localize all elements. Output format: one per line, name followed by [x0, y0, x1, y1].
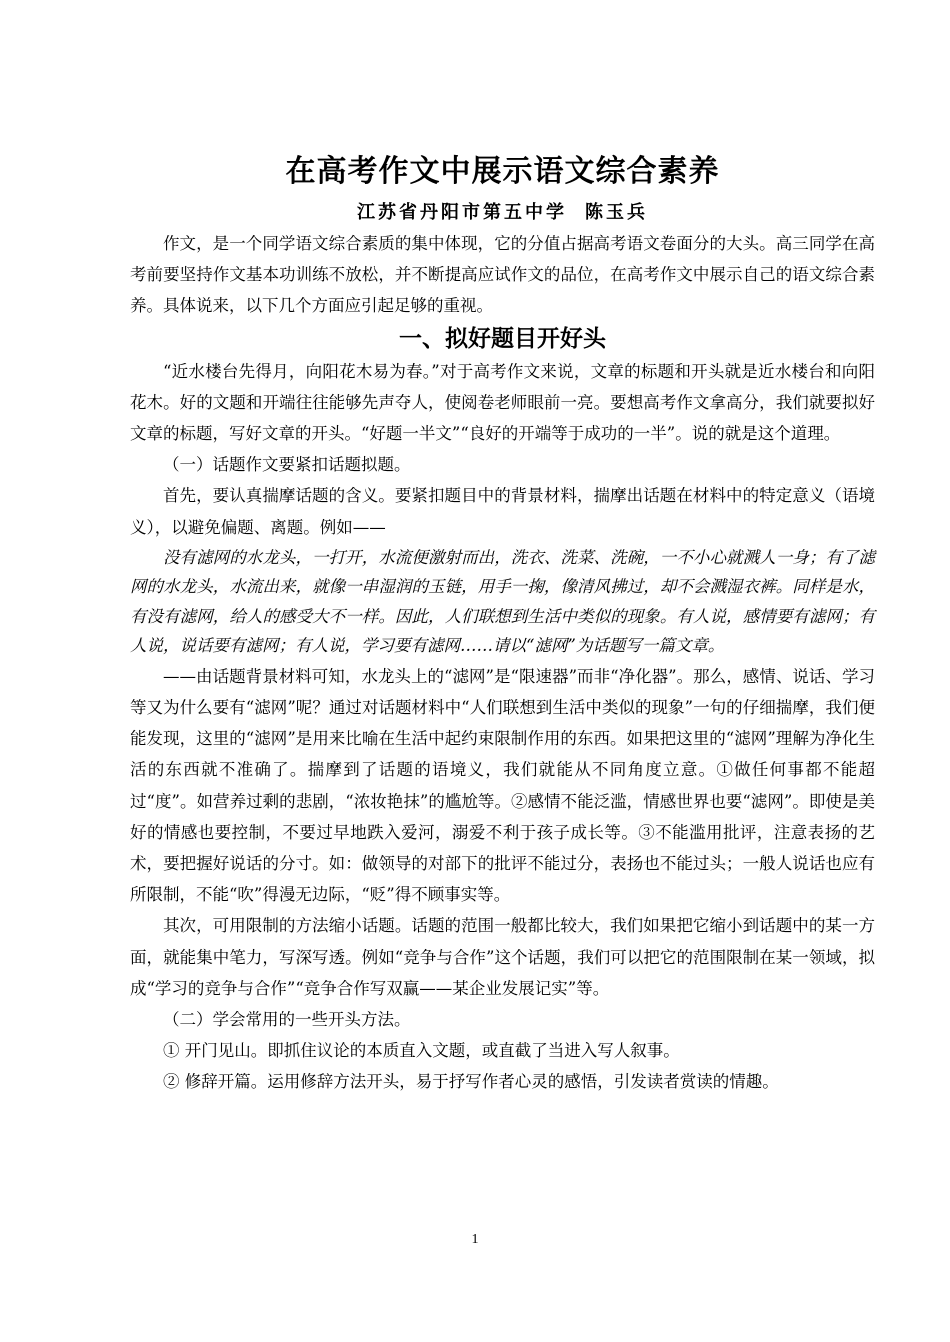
document-page: [130, 150, 875, 1098]
body-paragraph: “近水楼台先得月，向阳花木易为春。”对于高考作文来说，文章的标题和开头就是近水楼台和向阳花木。好的文题和开端往往能够先声夺人，使阅卷老师眼前一亮。要想高考作文拿高分，我们就要拟好文章的标题，写好文章的开头。“好题一半文”“良好的开端等于成功的一半”。说的就是这个道理。: [130, 361, 875, 444]
body-paragraph: ——由话题背景材料可知，水龙头上的“滤网”是“限速器”而非“净化器”。那么，感情、说话、学习等又为什么要有“滤网”呢？通过对话题材料中“人们联想到生活中类似的现象”一句的仔细揣摩，我们便能发现，这里的“滤网”是用来比喻在生活中起约束限制作用的东西。如果把这里的“滤网”理解为净化生活的东西就不准确了。揣摩到了话题的语境义，我们就能从不同角度立意。①做任何事都不能超过“度”。如营养过剩的悲剧，“浓妆艳抹”的尴尬等。②感情不能泛滥，情感世界也要“滤网”。即使是美好的情感也要控制，不要过早地跌入爱河，溺爱不利于孩子成长等。③不能滥用批评，注意表扬的艺术，要把握好说话的分寸。如：做领导的对部下的批评不能过分，表扬也不能过头；一般人说话也应有所限制，不能“吹”得漫无边际，“贬”得不顾事实等。: [130, 666, 875, 905]
subheading: （一）话题作文要紧扣话题拟题。: [163, 455, 411, 475]
page-number: 1: [471, 1232, 479, 1247]
section-heading: 一、拟好题目开好头: [399, 325, 606, 352]
author-school: 江苏省丹阳市第五中学: [357, 202, 567, 223]
author-line: [130, 198, 875, 228]
body-paragraph: 其次，可用限制的方法缩小话题。话题的范围一般都比较大，我们如果把它缩小到话题中的某一方面，就能集中笔力，写深写透。例如“竞争与合作”这个话题，我们可以把它的范围限制在某一领域，拟成“学习的竞争与合作”“竞争合作写双赢——某企业发展记实”等。: [130, 916, 875, 998]
intro-paragraph: 作文，是一个同学语文综合素质的集中体现，它的分值占据高考语文卷面分的大头。高三同学在高考前要坚持作文基本功训练不放松，并不断提高应试作文的品位，在高考作文中展示自己的语文综合素养。具体说来，以下几个方面应引起足够的重视。: [130, 234, 875, 316]
quoted-material: 没有滤网的水龙头，一打开，水流便激射而出，洗衣、洗菜、洗碗，一不小心就溅人一身；有了滤网的水龙头，水流出来，就像一串湿润的玉链，用手一掬，像清风拂过，却不会溅湿衣裤。同样是水，有没有滤网，给人的感受大不一样。因此，人们联想到生活中类似的现象。有人说，感情要有滤网；有人说，说话要有滤网；有人说，学习要有滤网……请以“滤网”为话题写一篇文章。: [130, 547, 875, 656]
method-item: ② 修辞开篇。运用修辞方法开头，易于抒写作者心灵的感悟，引发读者赏读的情趣。: [163, 1072, 779, 1092]
method-item: ① 开门见山。即抓住议论的本质直入文题，或直截了当进入写人叙事。: [163, 1041, 680, 1061]
page-title: 在高考作文中展示语文综合素养: [285, 154, 720, 189]
author-name: 陈玉兵: [585, 202, 648, 223]
body-paragraph: 首先，要认真揣摩话题的含义。要紧扣题目中的背景材料，揣摩出话题在材料中的特定意义（语境义），以避免偏题、离题。例如——: [130, 486, 875, 537]
subheading: （二）学会常用的一些开头方法。: [163, 1010, 411, 1030]
